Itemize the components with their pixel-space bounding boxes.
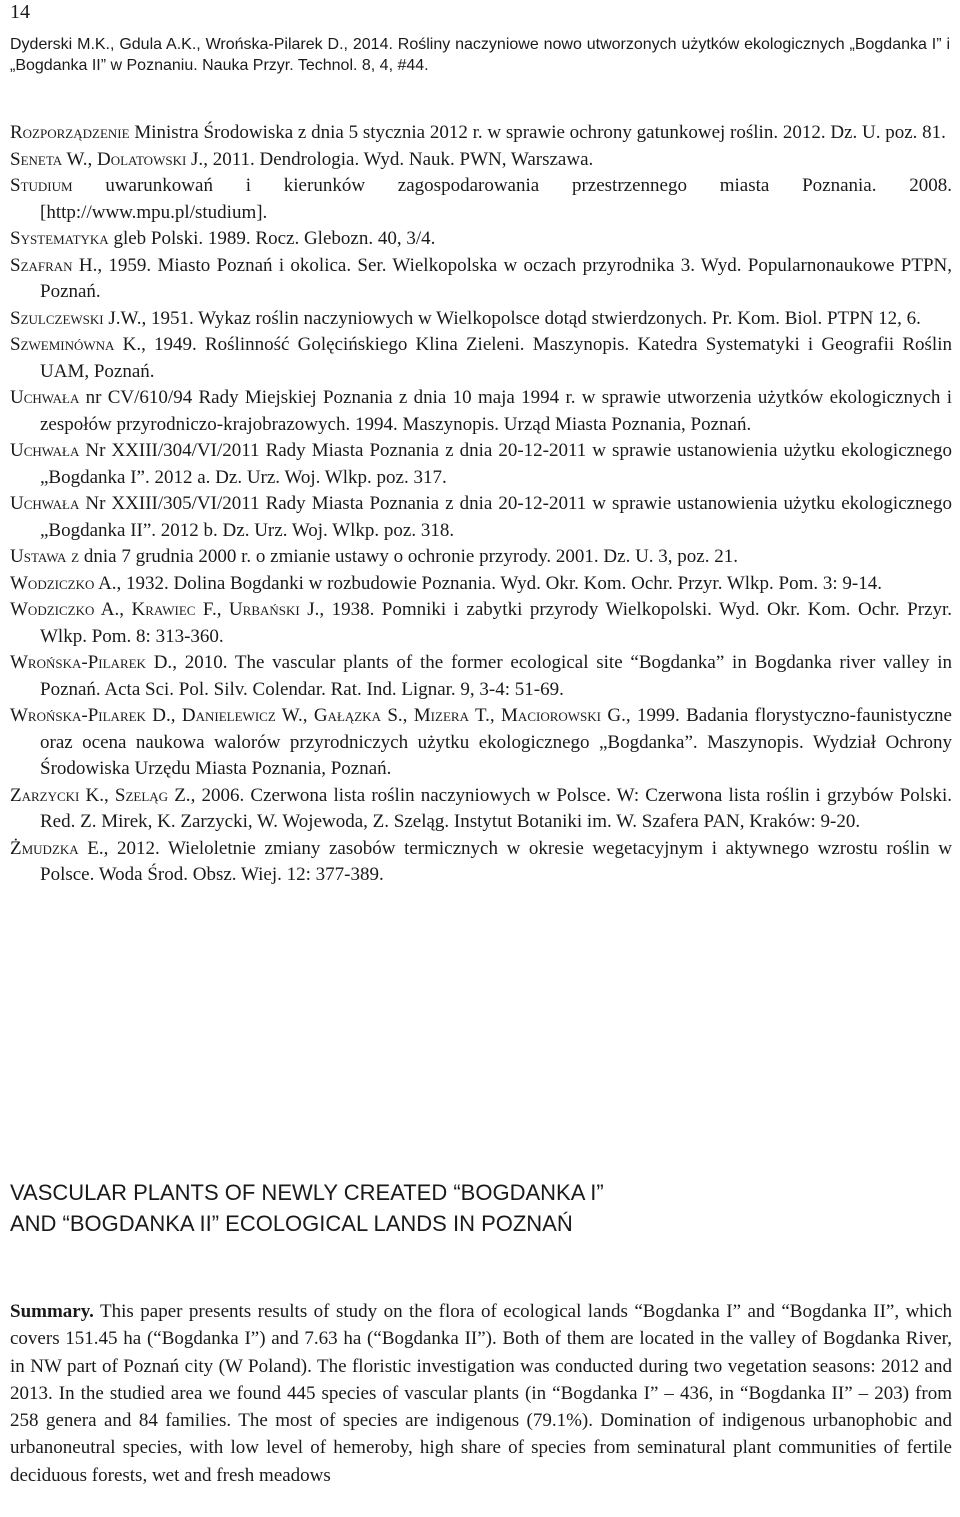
reference-item	[10, 783, 952, 836]
english-title	[10, 1177, 950, 1239]
running-citation: Dyderski M.K., Gdula A.K., Wrońska-Pilarek D., 2014. Rośliny naczyniowe nowo utworzonych użytków ekologicznych „Bogdanka I” i „Bogdanka II” w Poznaniu. Nauka Przyr. Technol. 8, 4, #44.	[10, 36, 950, 74]
reference-text: Nr XXIII/305/VI/2011 Rady Miasta Poznania z dnia 20-12-2011 w sprawie ustanowienia użytku ekologicznego „Bogdanka II”. 2012 b. Dz. Urz. Woj. Wlkp. poz. 318.	[40, 493, 952, 541]
reference-authors: Wodziczko A., Krawiec F., Urbański J.	[10, 599, 320, 620]
reference-authors: Szulczewski J.W.	[10, 307, 142, 329]
reference-item	[10, 253, 952, 306]
reference-text: , 1949. Roślinność Golęcińskiego Klina Zieleni. Maszynopis. Katedra Systematyki i Geografii Roślin UAM, Poznań.	[40, 334, 952, 382]
reference-item	[10, 306, 952, 333]
reference-authors: Zarzycki K., Szeląg Z.	[10, 784, 191, 806]
reference-text: nr CV/610/94 Rady Miejskiej Poznania z dnia 10 maja 1994 r. w sprawie utworzenia użytków ekologicznych i zespołów przyrodniczo-krajobrazowych. 1994. Maszynopis. Urząd Miasta Poznania, Poznań.	[40, 387, 952, 435]
reference-item	[10, 147, 952, 174]
reference-authors: Wrońska-Pilarek D.	[10, 652, 173, 673]
reference-item	[10, 438, 952, 491]
reference-text: , 1959. Miasto Poznań i okolica. Ser. Wielkopolska w oczach przyrodnika 3. Wyd. Popularnonaukowe PTPN, Poznań.	[40, 254, 952, 302]
reference-text: gleb Polski. 1989. Rocz. Glebozn. 40, 3/4.	[108, 228, 436, 249]
reference-text: uwarunkowań i kierunków zagospodarowania przestrzennego miasta Poznania. 2008. [http://www.mpu.pl/studium].	[40, 175, 952, 223]
reference-authors: Studium	[10, 175, 73, 196]
reference-text: , 1951. Wykaz roślin naczyniowych w Wielkopolsce dotąd stwierdzonych. Pr. Kom. Biol. PTPN 12, 6.	[141, 307, 921, 329]
reference-item	[10, 544, 952, 571]
english-title-line: AND “BOGDANKA II” ECOLOGICAL LANDS IN POZNAŃ	[10, 1211, 573, 1236]
reference-list	[10, 120, 952, 889]
reference-authors: Wrońska-Pilarek D., Danielewicz W., Gałązka S., Mizera T., Maciorowski G.	[10, 705, 626, 726]
reference-item	[10, 597, 952, 650]
reference-text: , 1938. Pomniki i zabytki przyrody Wielkopolski. Wyd. Okr. Kom. Ochr. Przyr. Wlkp. Pom. 8: 313-360.	[40, 599, 953, 647]
reference-text: dnia 7 grudnia 2000 r. o zmianie ustawy o ochronie przyrody. 2001. Dz. U. 3, poz. 21.	[79, 546, 738, 567]
reference-authors: Uchwała	[10, 440, 80, 461]
reference-authors: Rozporządzenie	[10, 122, 130, 143]
reference-authors: Szweminówna K.	[10, 334, 142, 355]
reference-text: , 2011. Dendrologia. Wyd. Nauk. PWN, Warszawa.	[203, 148, 594, 170]
reference-item	[10, 385, 952, 438]
reference-authors: Uchwała	[10, 387, 80, 408]
summary-lead: Summary.	[10, 1301, 94, 1322]
reference-text: , 1999. Badania florystyczno-faunistyczne oraz ocena naukowa walorów przyrodniczych użytku ekologicznego „Bogdanka”. Maszynopis. Wydział Ochrony Środowiska Urzędu Miasta Poznania, Poznań.	[40, 705, 952, 779]
reference-item	[10, 836, 952, 889]
reference-authors: Uchwała	[10, 493, 80, 514]
reference-item	[10, 226, 952, 253]
reference-text: , 2010. The vascular plants of the former ecological site “Bogdanka” in Bogdanka river valley in Poznań. Acta Sci. Pol. Silv. Colendar. Rat. Ind. Lignar. 9, 3-4: 51-69.	[40, 652, 953, 700]
reference-authors: Seneta W., Dolatowski J.	[10, 148, 204, 170]
reference-text: Ministra Środowiska z dnia 5 stycznia 2012 r. w sprawie ochrony gatunkowej roślin. 2012. Dz. U. poz. 81.	[129, 122, 946, 143]
reference-item	[10, 332, 952, 385]
reference-item	[10, 571, 952, 598]
reference-item	[10, 650, 952, 703]
summary-paragraph	[10, 1298, 952, 1489]
reference-authors: Ustawa z	[10, 546, 80, 567]
reference-item	[10, 703, 952, 783]
reference-item	[10, 173, 952, 226]
page-number: 14	[10, 1, 30, 23]
reference-item	[10, 491, 952, 544]
reference-text: Nr XXIII/304/VI/2011 Rady Miasta Poznania z dnia 20-12-2011 w sprawie ustanowienia użytku ekologicznego „Bogdanka I”. 2012 a. Dz. Urz. Woj. Wlkp. poz. 317.	[40, 440, 952, 488]
english-title-line: VASCULAR PLANTS OF NEWLY CREATED “BOGDANKA I”	[10, 1180, 604, 1205]
reference-authors: Wodziczko A.	[10, 572, 117, 594]
reference-authors: Żmudzka E.	[10, 837, 104, 859]
summary-text: This paper presents results of study on the flora of ecological lands “Bogdanka I” and “Bogdanka II”, which covers 151.45 ha (“Bogdanka I”) and 7.63 ha (“Bogdanka II”). Both of them are located in the valley of Bogdanka River, in NW part of Poznań city (W Poland). The floristic investigation was conducted during two vegetation seasons: 2012 and 2013. In the studied area we found 445 species of vascular plants (in “Bogdanka I” – 436, in “Bogdanka II” – 203) from 258 genera and 84 families. The most of species are indigenous (79.1%). Domination of indigenous urbanophobic and urbanoneutral species, with low level of hemeroby, high share of species from seminatural plant communities of fertile deciduous forests, wet and fresh meadows	[10, 1301, 952, 1486]
reference-text: , 1932. Dolina Bogdanki w rozbudowie Poznania. Wyd. Okr. Kom. Ochr. Przyr. Wlkp. Pom. 3: 9-14.	[116, 572, 883, 594]
reference-item	[10, 120, 952, 147]
reference-text: , 2006. Czerwona lista roślin naczyniowych w Polsce. W: Czerwona lista roślin i grzybów Polski. Red. Z. Mirek, K. Zarzycki, W. Wojewoda, Z. Szeląg. Instytut Botaniki im. W. Szafera PAN, Kraków: 9-20.	[40, 784, 952, 832]
reference-text: , 2012. Wieloletnie zmiany zasobów termicznych w okresie wegetacyjnym i aktywnego wzrostu roślin w Polsce. Woda Środ. Obsz. Wiej. 12: 377-389.	[40, 837, 952, 885]
reference-authors: Systematyka	[10, 228, 109, 249]
reference-authors: Szafran H.	[10, 254, 98, 276]
